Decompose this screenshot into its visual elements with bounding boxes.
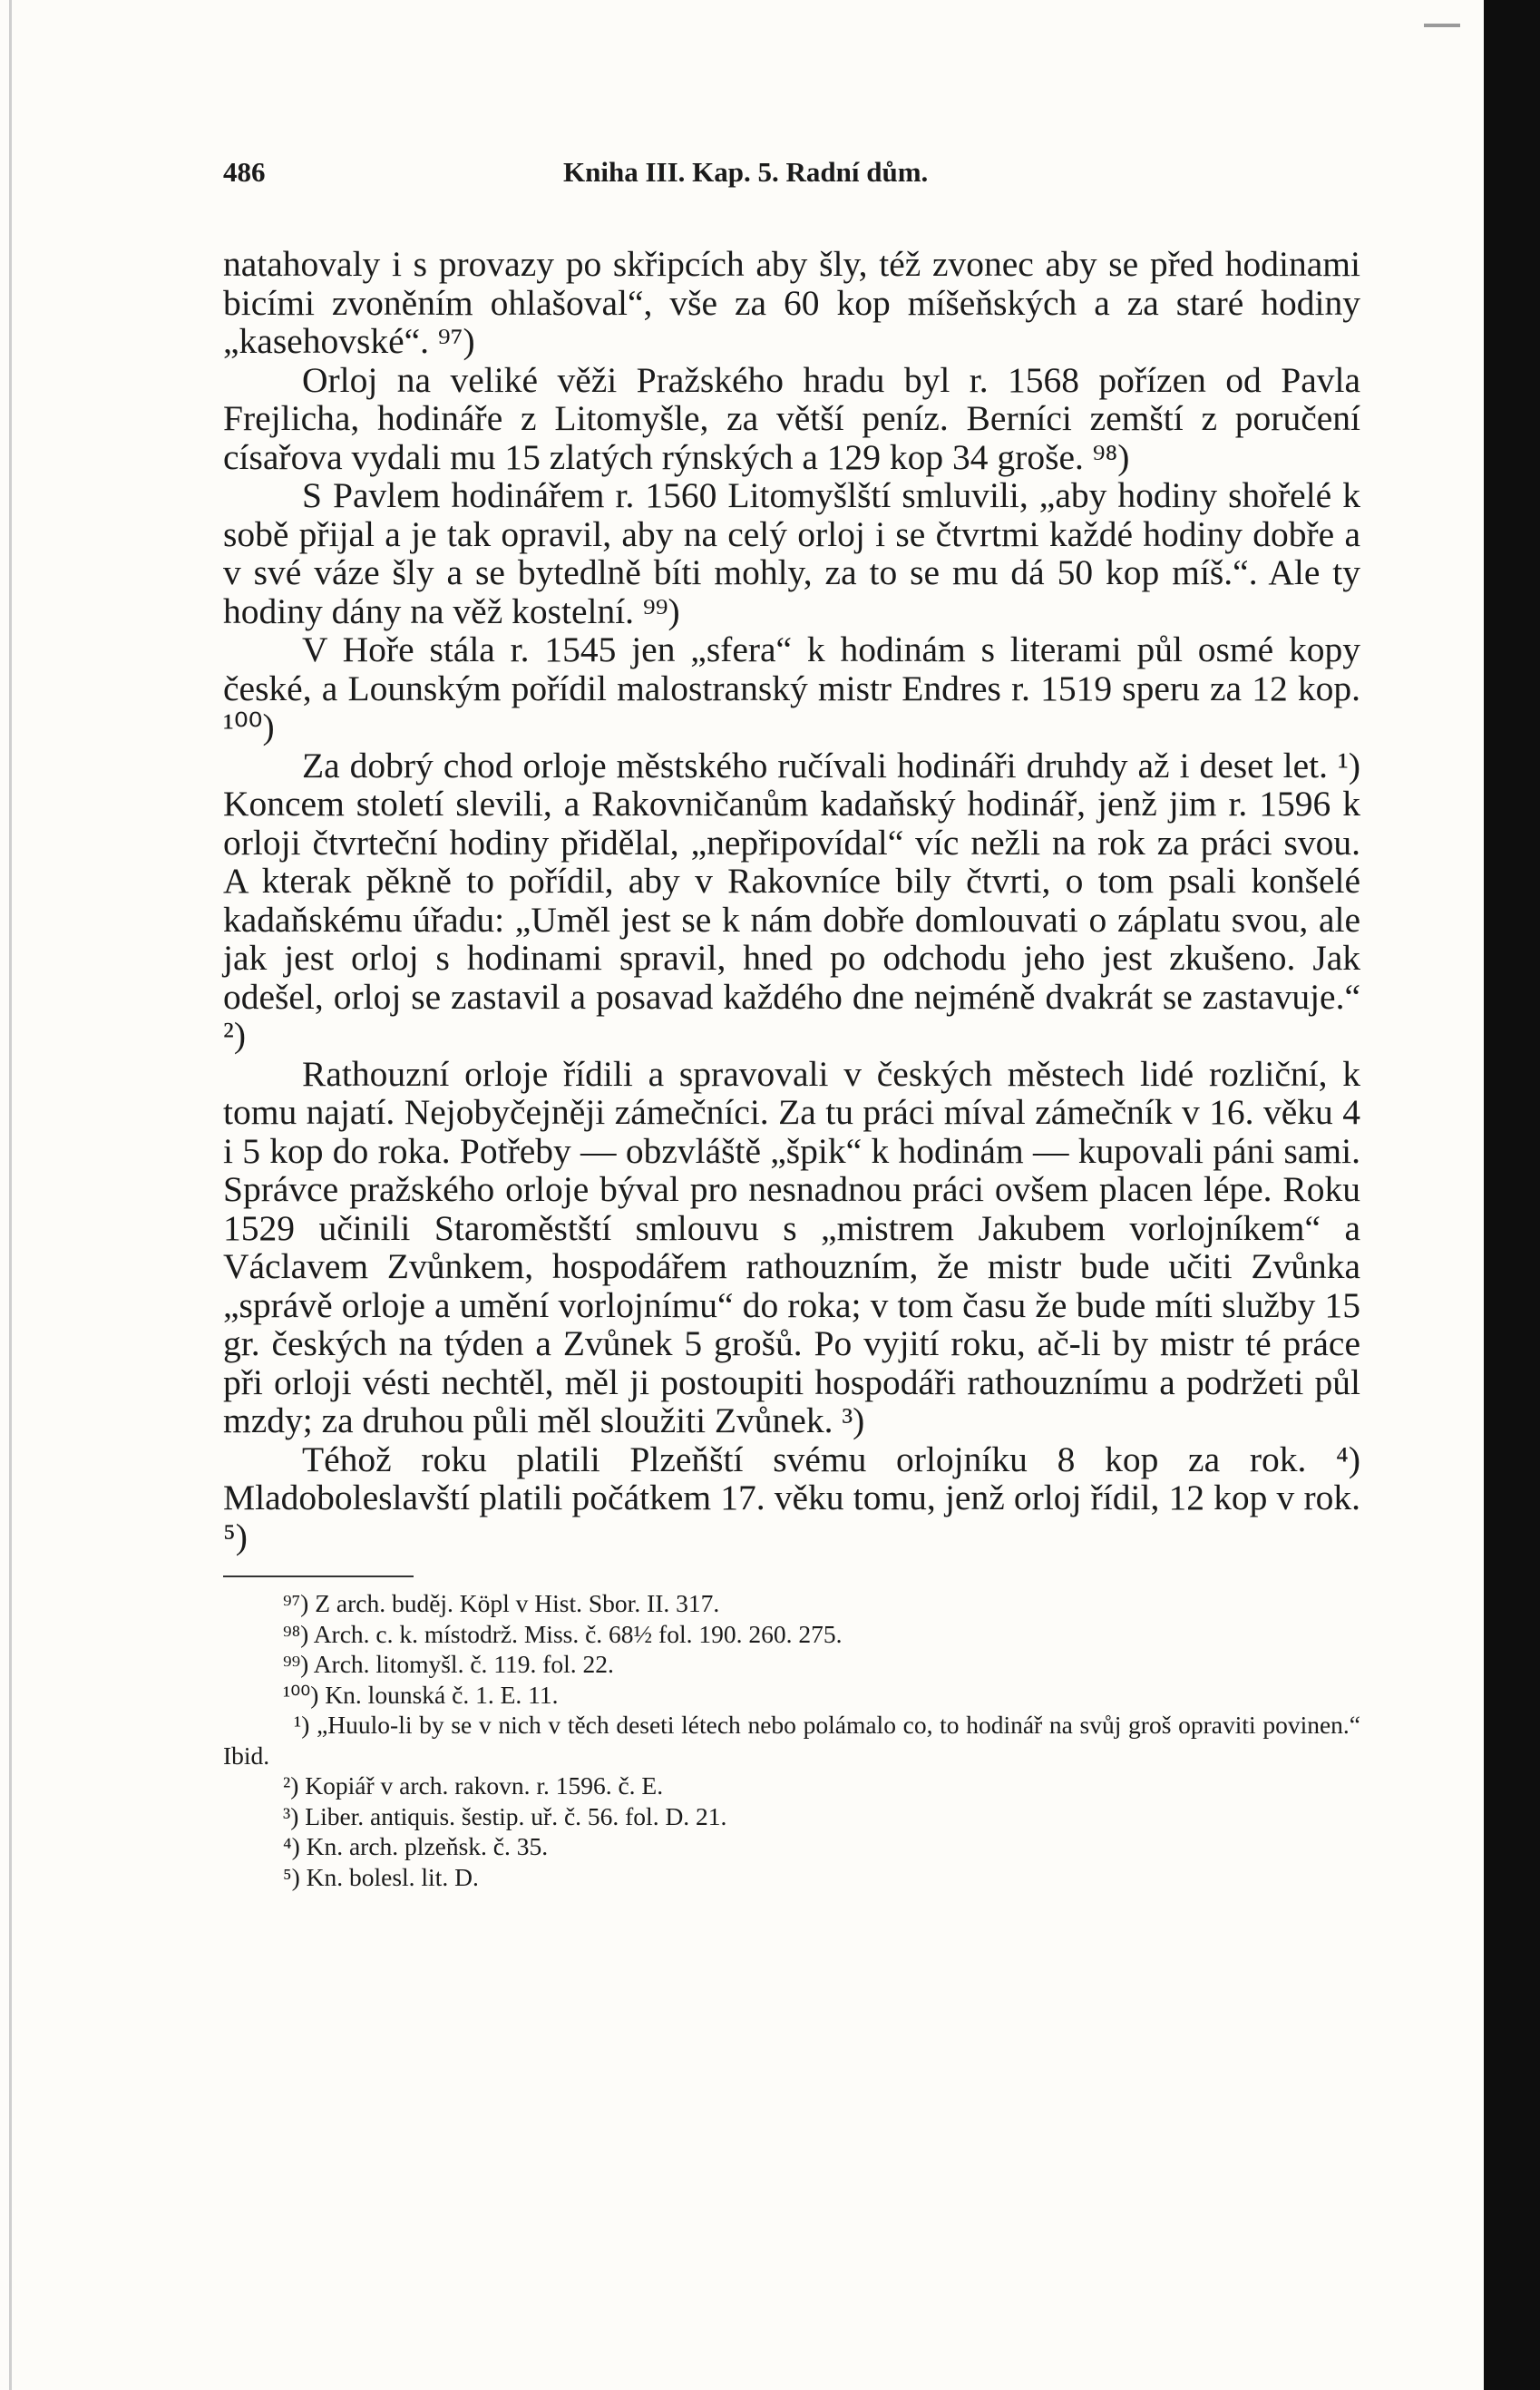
body-text — [223, 245, 1360, 1556]
scan-right-edge — [1484, 0, 1540, 2390]
footnote: ⁹⁹) Arch. litomyšl. č. 119. fol. 22. — [283, 1650, 614, 1678]
footnote: ⁹⁸) Arch. c. k. místodrž. Miss. č. 68½ fol. 190. 260. 275. — [283, 1619, 843, 1648]
footnote: ⁹⁷) Z arch. buděj. Köpl v Hist. Sbor. II. 317. — [283, 1589, 720, 1617]
paragraph: natahovaly i s provazy po skřipcích aby šly, též zvonec aby se před hodinami bicími zvoněním ohlašoval“, vše za 60 kop míšeňských a za staré hodiny „kasehovské“. ⁹⁷) — [223, 244, 1360, 361]
paragraph: S Pavlem hodinářem r. 1560 Litomyšlští smluvili, „aby hodiny shořelé k sobě přijal a je tak opravil, aby na celý orloj i se čtvrtmi každé hodiny dobře a v své váze šly a se bytedlně bíti mohly, za to se mu dá 50 kop míš.“. Ale ty hodiny dány na věž kostelní. ⁹⁹) — [223, 475, 1360, 631]
paragraph: Téhož roku platili Plzeňští svému orlojníku 8 kop za rok. ⁴) Mladoboleslavští platili počátkem 17. věku tomu, jenž orloj řídil, 12 kop v rok. ⁵) — [223, 1439, 1360, 1556]
paragraph: V Hoře stála r. 1545 jen „sfera“ k hodinám s literami půl osmé kopy české, a Lounským pořídil malostranský mistr Endres r. 1519 speru za 12 kop. ¹⁰⁰) — [223, 629, 1360, 746]
scan-top-mark — [1424, 24, 1460, 27]
footnotes — [223, 1588, 1360, 1892]
footnote: ¹) „Huulo-li by se v nich v těch deseti létech nebo polámalo co, to hodinář na svůj groš opraviti povinen.“ Ibid. — [223, 1711, 1360, 1770]
footnote-divider — [223, 1575, 414, 1577]
page-number: 486 — [223, 156, 266, 188]
footnote: ³) Liber. antiquis. šestip. uř. č. 56. fol. D. 21. — [283, 1801, 727, 1830]
paragraph: Za dobrý chod orloje městského ručívali hodináři druhdy až i deset let. ¹) Koncem století slevili, a Rakovničanům kadaňský hodinář, jenž jim r. 1596 k orloji čtvrteční hodiny přidělal, „nepřipovídal“ víc nežli na rok za práci svou. A kterak pěkně to pořídil, aby v Rakovníce bily čtvrti, o tom psali konšelé kadaňskému úřadu: „Uměl jest se k nám dobře domlouvati o záplatu svou, ale jak jest orloj s hodinami spravil, hned po odchodu jeho jest zkušeno. Jak odešel, orloj se zastavil a posavad každého dne nejméně dvakrát se zastavuje.“ ²) — [223, 745, 1360, 1055]
chapter-title: Kniha III. Kap. 5. Radní dům. — [563, 156, 929, 188]
footnote: ²) Kopiář v arch. rakovn. r. 1596. č. E. — [283, 1771, 664, 1800]
paragraph: Rathouzní orloje řídili a spravovali v českých městech lidé rozliční, k tomu najatí. Nejobyčejněji zámečníci. Za tu práci míval zámečník v 16. věku 4 i 5 kop do roka. Potřeby — obzvláště „špik“ k hodinám — kupovali páni sami. Správce pražského orloje býval pro nesnadnou práci ovšem placen lépe. Roku 1529 učinili Staroměstští smlouvu s „mistrem Jakubem vorlojníkem“ a Václavem Zvůnkem, hospodářem rathouzním, že mistr bude učiti Zvůnka „správě orloje a umění vorlojnímu“ do roka; v tom času že bude míti služby 15 gr. českých na týden a Zvůnek 5 grošů. Po vyjití roku, ač-li by mistr té práce při orloji vésti nechtěl, měl ji postoupiti hospodáři rathouznímu a podržeti půl mzdy; za druhou půli měl sloužiti Zvůnek. ³) — [223, 1053, 1360, 1440]
footnote: ⁴) Kn. arch. plzeňsk. č. 35. — [283, 1832, 549, 1860]
running-head — [223, 145, 1360, 190]
book-page — [223, 145, 1360, 1892]
scan-left-edge — [9, 0, 12, 2390]
footnote: ¹⁰⁰) Kn. lounská č. 1. E. 11. — [283, 1680, 559, 1709]
paragraph: Orloj na veliké věži Pražského hradu byl r. 1568 pořízen od Pavla Frejlicha, hodináře z Litomyšle, za větší peníz. Berníci zemští z poručení císařova vydali mu 15 zlatých rýnských a 129 kop 34 groše. ⁹⁸) — [223, 359, 1360, 477]
footnote: ⁵) Kn. bolesl. lit. D. — [283, 1862, 479, 1891]
